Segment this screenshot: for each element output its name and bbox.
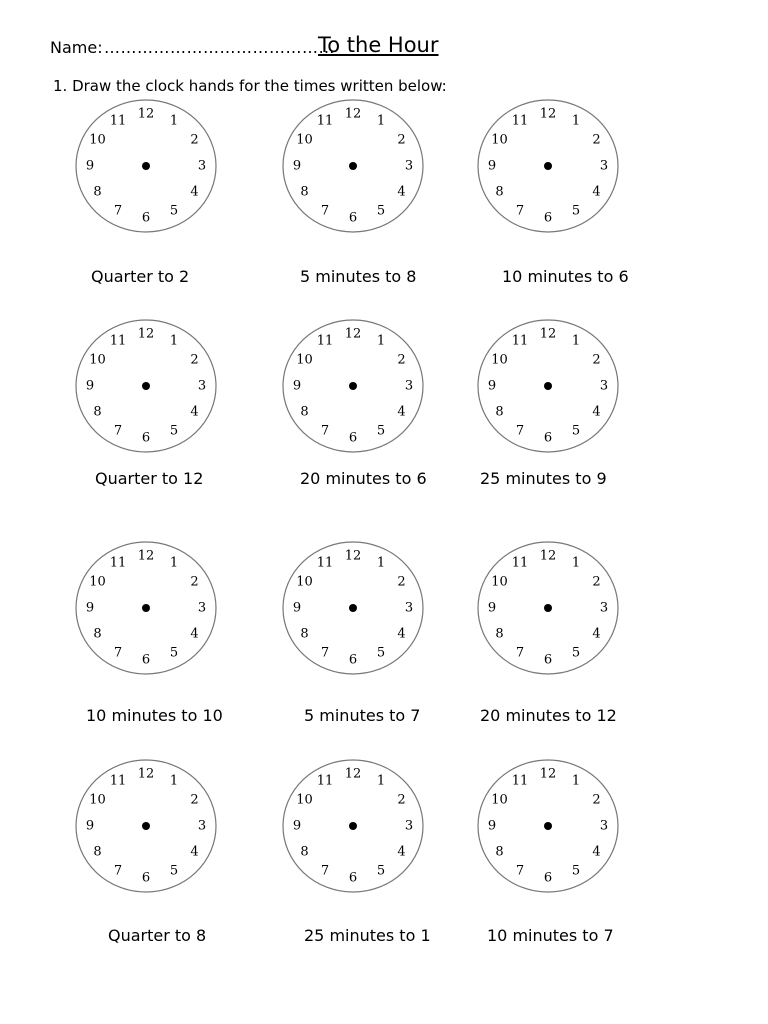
clock-number: 12: [539, 548, 557, 564]
clock-number: 2: [397, 352, 406, 368]
clock-number: 11: [316, 333, 334, 349]
clock-number: 8: [495, 844, 504, 860]
clock-number: 6: [543, 430, 553, 446]
clock-number: 4: [397, 844, 406, 860]
clock-number: 10: [491, 352, 508, 368]
clock-number: 9: [292, 158, 302, 174]
clock-number: 8: [495, 184, 504, 200]
clock-number: 2: [397, 132, 406, 148]
clock-number: 8: [93, 844, 102, 860]
clock-number: 9: [487, 600, 497, 616]
clock-number: 2: [190, 352, 199, 368]
clock-number: 8: [300, 844, 309, 860]
clock-number: 4: [592, 404, 601, 420]
clock-number: 11: [511, 113, 529, 129]
time-label: 25 minutes to 1: [304, 926, 431, 945]
clock-number: 3: [197, 818, 207, 834]
clock-number: 2: [592, 792, 601, 808]
clock-number: 5: [571, 423, 581, 439]
page-title: To the Hour: [318, 33, 439, 57]
name-label: Name:: [50, 38, 103, 57]
clock-number: 12: [539, 326, 557, 342]
clock-number: 4: [592, 626, 601, 642]
clock-center-dot: [142, 822, 150, 830]
time-label: Quarter to 2: [91, 267, 190, 286]
clock-number: 1: [571, 333, 581, 349]
clock-number: 3: [404, 158, 414, 174]
clock-number: 3: [197, 158, 207, 174]
clock-center-dot: [142, 162, 150, 170]
clock-number: 5: [376, 645, 386, 661]
clock-number: 8: [93, 626, 102, 642]
time-label: 25 minutes to 9: [480, 469, 607, 488]
clock-number: 1: [376, 333, 386, 349]
clock-number: 12: [137, 766, 155, 782]
clock-number: 11: [109, 773, 127, 789]
clock-number: 11: [511, 555, 529, 571]
clock-number: 1: [169, 773, 179, 789]
clock-number: 7: [113, 863, 123, 879]
clock-number: 4: [190, 844, 199, 860]
clock-number: 9: [487, 378, 497, 394]
clock-face[interactable]: [475, 540, 621, 676]
clock-number: 6: [141, 210, 151, 226]
clock-face[interactable]: [73, 540, 219, 676]
clock-number: 11: [316, 113, 334, 129]
clock-number: 4: [397, 184, 406, 200]
clock-number: 11: [511, 773, 529, 789]
clock-number: 9: [85, 600, 95, 616]
clock-number: 5: [376, 203, 386, 219]
clock-face[interactable]: [280, 318, 426, 454]
clock-number: 5: [169, 863, 179, 879]
clock-number: 4: [397, 404, 406, 420]
clock-number: 7: [320, 423, 330, 439]
clock-number: 9: [487, 818, 497, 834]
clock-number: 12: [137, 548, 155, 564]
clock-number: 10: [491, 574, 508, 590]
clock-number: 5: [169, 203, 179, 219]
clock-center-dot: [142, 382, 150, 390]
time-label: 10 minutes to 10: [86, 706, 223, 725]
clock-number: 12: [344, 326, 362, 342]
clock-number: 7: [113, 203, 123, 219]
clock-number: 3: [404, 600, 414, 616]
clock-center-dot: [142, 604, 150, 612]
clock-number: 7: [515, 645, 525, 661]
time-label: Quarter to 8: [108, 926, 207, 945]
clock-number: 5: [376, 423, 386, 439]
clock-center-dot: [544, 604, 552, 612]
clock-number: 11: [511, 333, 529, 349]
clock-number: 10: [296, 574, 313, 590]
clock-number: 4: [397, 626, 406, 642]
clock-number: 12: [539, 766, 557, 782]
clock-number: 5: [571, 645, 581, 661]
clock-number: 12: [344, 106, 362, 122]
clock-center-dot: [544, 382, 552, 390]
clock-number: 7: [320, 863, 330, 879]
clock-number: 3: [197, 600, 207, 616]
time-label: 10 minutes to 7: [487, 926, 614, 945]
clock-number: 3: [599, 818, 609, 834]
clock-number: 9: [85, 818, 95, 834]
clock-number: 4: [190, 404, 199, 420]
clock-number: 1: [571, 773, 581, 789]
clock-number: 3: [197, 378, 207, 394]
clock-face[interactable]: [475, 758, 621, 894]
clock-number: 9: [487, 158, 497, 174]
clock-number: 10: [89, 792, 106, 808]
clock-number: 10: [491, 792, 508, 808]
clock-number: 10: [491, 132, 508, 148]
clock-number: 4: [592, 184, 601, 200]
clock-number: 11: [109, 113, 127, 129]
clock-number: 1: [376, 555, 386, 571]
clock-number: 2: [190, 132, 199, 148]
clock-number: 2: [592, 574, 601, 590]
clock-number: 9: [85, 378, 95, 394]
clock-number: 12: [137, 326, 155, 342]
clock-number: 2: [190, 792, 199, 808]
clock-center-dot: [544, 822, 552, 830]
clock-center-dot: [349, 382, 357, 390]
clock-number: 1: [376, 113, 386, 129]
clock-number: 1: [376, 773, 386, 789]
clock-number: 6: [543, 652, 553, 668]
clock-number: 6: [543, 870, 553, 886]
clock-number: 8: [300, 626, 309, 642]
clock-number: 1: [169, 555, 179, 571]
clock-number: 11: [109, 333, 127, 349]
clock-face[interactable]: [280, 540, 426, 676]
clock-number: 9: [85, 158, 95, 174]
clock-number: 11: [316, 555, 334, 571]
clock-number: 3: [599, 378, 609, 394]
clock-number: 1: [169, 113, 179, 129]
clock-number: 8: [495, 626, 504, 642]
clock-number: 9: [292, 378, 302, 394]
clock-number: 7: [515, 863, 525, 879]
clock-center-dot: [349, 822, 357, 830]
clock-center-dot: [544, 162, 552, 170]
clock-number: 6: [543, 210, 553, 226]
clock-number: 12: [344, 548, 362, 564]
clock-number: 11: [316, 773, 334, 789]
clock-number: 12: [137, 106, 155, 122]
clock-number: 8: [300, 404, 309, 420]
clock-number: 7: [320, 203, 330, 219]
clock-face[interactable]: [280, 758, 426, 894]
clock-number: 7: [515, 423, 525, 439]
clock-number: 2: [397, 574, 406, 590]
clock-number: 5: [376, 863, 386, 879]
clock-number: 5: [169, 423, 179, 439]
clock-number: 10: [296, 132, 313, 148]
time-label: 20 minutes to 6: [300, 469, 427, 488]
clock-number: 2: [190, 574, 199, 590]
clock-number: 6: [348, 210, 358, 226]
clock-number: 6: [348, 870, 358, 886]
clock-number: 8: [93, 404, 102, 420]
time-label: Quarter to 12: [95, 469, 204, 488]
clock-number: 1: [571, 113, 581, 129]
time-label: 10 minutes to 6: [502, 267, 629, 286]
clock-number: 7: [113, 423, 123, 439]
clock-number: 3: [404, 818, 414, 834]
clock-number: 6: [141, 870, 151, 886]
time-label: 20 minutes to 12: [480, 706, 617, 725]
clock-number: 6: [348, 652, 358, 668]
clock-number: 1: [169, 333, 179, 349]
clock-number: 1: [571, 555, 581, 571]
clock-number: 6: [348, 430, 358, 446]
clock-number: 6: [141, 652, 151, 668]
clock-number: 10: [89, 132, 106, 148]
time-label: 5 minutes to 8: [300, 267, 417, 286]
clock-number: 9: [292, 818, 302, 834]
clock-face[interactable]: [73, 98, 219, 234]
clock-number: 2: [397, 792, 406, 808]
name-field[interactable]: ……………………………………: [104, 38, 335, 57]
clock-number: 7: [515, 203, 525, 219]
clock-number: 7: [320, 645, 330, 661]
clock-number: 8: [495, 404, 504, 420]
time-label: 5 minutes to 7: [304, 706, 421, 725]
clock-number: 12: [539, 106, 557, 122]
clock-number: 6: [141, 430, 151, 446]
clock-number: 5: [571, 203, 581, 219]
clock-number: 10: [296, 792, 313, 808]
clock-number: 8: [300, 184, 309, 200]
clock-number: 8: [93, 184, 102, 200]
clock-number: 7: [113, 645, 123, 661]
clock-number: 4: [190, 626, 199, 642]
clock-face[interactable]: [73, 758, 219, 894]
clock-face[interactable]: [73, 318, 219, 454]
clock-face[interactable]: [280, 98, 426, 234]
clock-number: 3: [599, 600, 609, 616]
clock-number: 5: [571, 863, 581, 879]
clock-number: 11: [109, 555, 127, 571]
clock-number: 5: [169, 645, 179, 661]
clock-number: 10: [296, 352, 313, 368]
clock-number: 10: [89, 352, 106, 368]
clock-number: 9: [292, 600, 302, 616]
clock-number: 10: [89, 574, 106, 590]
clock-center-dot: [349, 162, 357, 170]
clock-center-dot: [349, 604, 357, 612]
clock-number: 4: [592, 844, 601, 860]
clock-number: 2: [592, 132, 601, 148]
clock-number: 4: [190, 184, 199, 200]
clock-number: 2: [592, 352, 601, 368]
clock-number: 12: [344, 766, 362, 782]
clock-face[interactable]: [475, 98, 621, 234]
clock-number: 3: [404, 378, 414, 394]
clock-face[interactable]: [475, 318, 621, 454]
instruction-text: 1. Draw the clock hands for the times written below:: [53, 77, 447, 95]
clock-number: 3: [599, 158, 609, 174]
